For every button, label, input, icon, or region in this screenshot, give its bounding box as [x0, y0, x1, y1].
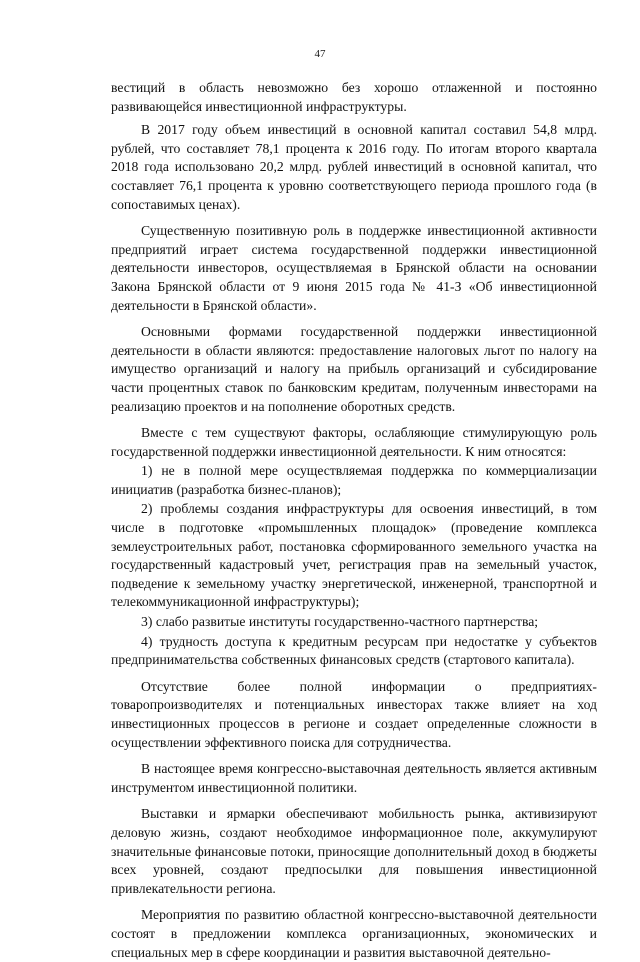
list-item-factor-2: 2) проблемы создания инфраструктуры для освоения инвестиций, в том числе в подготовке «промышленных площадок» (проведение комплекса землеустроительных работ, постановка сформированного земельного участка на государственный кадастровый учет, регистрация прав на земельный участок, подведение к земельному участку энергетической, инженерной, транспортной и телекоммуникационной инфраструктуры); — [111, 501, 597, 610]
paragraph-weakening-factors: Вместе с тем существуют факторы, ослабляющие стимулирующую роль государственной поддержки инвестиционной деятельности. К ним относятся: — [111, 425, 597, 459]
paragraph-support-forms: Основными формами государственной поддержки инвестиционной деятельности в области являются: предоставление налоговых льгот по налогу на имущество организаций и налогу на прибыль организаций и субсидирование части процентных ставок по банковским кредитам, полученным инвесторами на реализацию проектов и на пополнение оборотных средств. — [111, 324, 597, 414]
list-item-factor-3: 3) слабо развитые институты государственно-частного партнерства; — [141, 614, 539, 630]
paragraph-congress-exhibition: В настоящее время конгрессно-выставочная деятельность является активным инструментом инвестиционной политики. — [111, 761, 597, 795]
paragraph-state-support-system: Существенную позитивную роль в поддержке инвестиционной активности предприятий играет система государственной поддержки инвестиционной деятельности инвесторов, осуществляемая в Брянской области на основании Закона Брянской области от 9 июня 2015 года № 41-З «Об инвестиционной деятельности в Брянской области». — [111, 223, 597, 313]
document-body — [111, 79, 597, 962]
paragraph-exhibitions-fairs: Выставки и ярмарки обеспечивают мобильность рынка, активизируют деловую жизнь, создают необходимое информационное поле, аккумулируют значительные финансовые потоки, приносящие дополнительный доход в бюджеты всех уровней, создают предпосылки для повышения инвестиционной привлекательности региона. — [111, 806, 597, 896]
paragraph-continuation: вестиций в область невозможно без хорошо отлаженной и постоянно развивающейся инвестиционной инфраструктуры. — [111, 80, 597, 114]
paragraph-investment-volume: В 2017 году объем инвестиций в основной капитал составил 54,8 млрд. рублей, что составляет 78,1 процента к 2016 году. По итогам второго квартала 2018 года использовано 20,2 млрд. рублей инвестиций в основной капитал, что составляет 76,1 процента к уровню соответствующего периода прошлого года (в сопоставимых ценах). — [111, 122, 597, 212]
paragraph-lack-of-information: Отсутствие более полной информации о предприятиях-товаропроизводителях и потенциальных инвесторах также влияет на ход инвестиционных процессов в регионе и создает определенные сложности в осуществлении эффективного поиска для сотрудничества. — [111, 678, 597, 750]
list-item-factor-1: 1) не в полной мере осуществляемая поддержка по коммерциализации инициатив (разработка бизнес-планов); — [111, 463, 597, 497]
page-number: 47 — [314, 48, 326, 60]
paragraph-development-measures: Мероприятия по развитию областной конгрессно-выставочной деятельности состоят в предложении комплекса организационных, экономических и специальных мер в сфере координации и развития выставочной деятельно- — [111, 907, 597, 960]
list-item-factor-4: 4) трудность доступа к кредитным ресурсам при недостатке у субъектов предпринимательства собственных финансовых средств (стартового капитала). — [111, 633, 597, 668]
